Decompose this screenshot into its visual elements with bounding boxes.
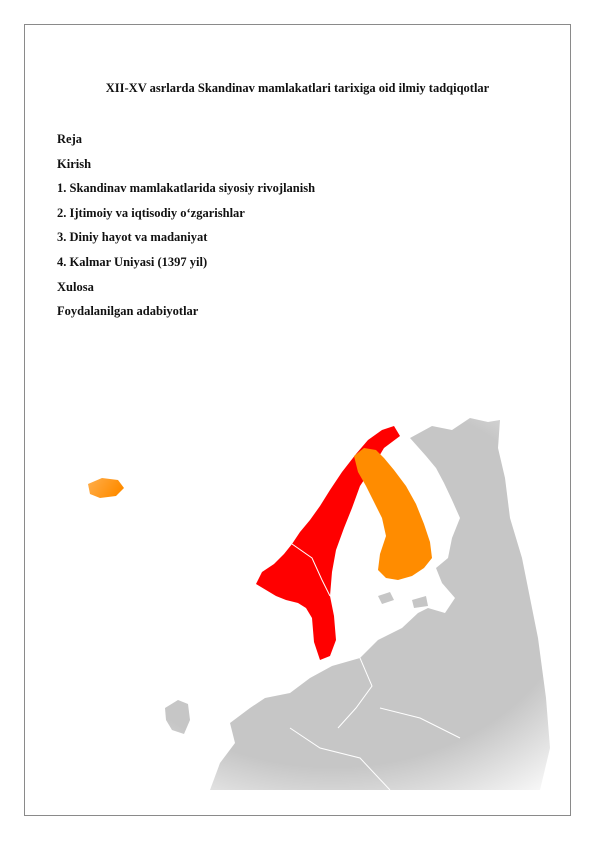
toc-item-1: 1. Skandinav mamlakatlarida siyosiy rivojlanish	[57, 181, 316, 196]
toc-item-xulosa: Xulosa	[57, 279, 94, 294]
toc-item-adabiyotlar: Foydalanilgan adabiyotlar	[57, 304, 199, 319]
toc-item-4: 4. Kalmar Uniyasi (1397 yil)	[57, 254, 208, 269]
toc-item-3: 3. Diniy hayot va madaniyat	[57, 230, 208, 245]
document-title: XII-XV asrlarda Skandinav mamlakatlari tarixiga oid ilmiy tadqiqotlar	[105, 81, 490, 95]
table-of-contents	[57, 131, 537, 328]
toc-item-kirish: Kirish	[57, 156, 92, 171]
toc-heading-reja: Reja	[57, 132, 82, 146]
scandinavia-map	[60, 408, 556, 790]
toc-item-2: 2. Ijtimoiy va iqtisodiy o‘zgarishlar	[57, 205, 245, 220]
